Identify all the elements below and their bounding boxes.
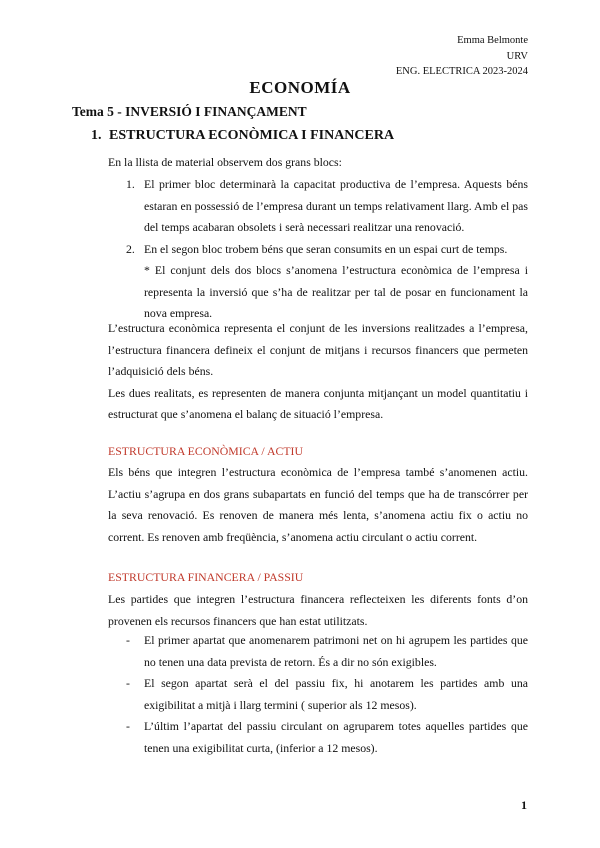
list-marker: 2. xyxy=(126,241,135,256)
intro-text: En la llista de material observem dos grans blocs: xyxy=(108,155,342,169)
list-marker: - xyxy=(126,676,130,690)
page-header xyxy=(396,33,528,80)
list-item-text: El primer apartat que anomenarem patrimoni net on hi agrupem les partides que no tenen una data prevista de retorn. És a dir no són exigibles. xyxy=(144,633,528,669)
list-item xyxy=(126,673,528,716)
paragraph: Les dues realitats, es representen de manera conjunta mitjançant un model quantitatiu i estructurat que s’anomena el balanç de situació l’empresa. xyxy=(108,385,528,421)
section-heading xyxy=(91,128,394,144)
list-item xyxy=(126,716,528,759)
section-number: 1. xyxy=(91,128,102,143)
body-paragraphs xyxy=(108,318,528,426)
list-item-text: El primer bloc determinarà la capacitat productiva de l’empresa. Aquests béns estaran en possessió de l’empresa durant un temps relativament llarg. Amb el pas del temps acabaran obsolets i serà necessari realitzar una renovació. xyxy=(144,177,528,234)
document-title: ECONOMÍA xyxy=(249,78,351,97)
header-university: URV xyxy=(506,50,528,62)
passiu-paragraph xyxy=(108,589,528,632)
paragraph: L’estructura econòmica representa el conjunt de les inversions realitzades a l’empresa, l’estructura financera defineix el conjunt de mitjans i recursos financers que permeten l’adquisició dels béns. xyxy=(108,321,528,378)
passiu-heading: ESTRUCTURA FINANCERA / PASSIU xyxy=(108,570,304,584)
actiu-paragraph xyxy=(108,462,528,548)
paragraph: Les partides que integren l’estructura financera reflecteixen les diferents fonts d’on provenen els recursos financers que han estat utilitzats. xyxy=(108,592,528,628)
list-marker: 1. xyxy=(126,177,135,191)
section-title: ESTRUCTURA ECONÒMICA I FINANCERA xyxy=(109,128,395,143)
note-text: * El conjunt dels dos blocs s’anomena l’estructura econòmica de l’empresa i representa la inversió que s’ha de realitzar per tal de posar en funcionament la nova empresa. xyxy=(144,263,528,320)
header-author: Emma Belmonte xyxy=(457,35,528,46)
actiu-heading: ESTRUCTURA ECONÒMICA / ACTIU xyxy=(108,444,303,458)
list-marker: - xyxy=(126,633,130,647)
intro-paragraph xyxy=(108,152,528,174)
paragraph: Els béns que integren l’estructura econòmica de l’empresa també s’anomenen actiu. L’actiu s’agrupa en dos grans subapartats en funció del temps que ha de transcórrer per la seva renovació. Es renoven de manera més lenta, s’anomena actiu fix o actiu no corrent. Es renoven amb freqüència, s’anomena actiu circulant o actiu corrent. xyxy=(108,465,528,544)
page-number: 1 xyxy=(521,798,527,812)
list-item xyxy=(126,630,528,673)
list-item-text: El segon apartat serà el del passiu fix, hi anotarem les partides amb una exigibilitat a mitjà i llarg termini ( superior als 12 mesos). xyxy=(144,676,528,712)
list-item xyxy=(126,239,528,261)
header-course: ENG. ELECTRICA 2023-2024 xyxy=(395,66,528,77)
tema-heading: Tema 5 - INVERSIÓ I FINANÇAMENT xyxy=(72,104,307,119)
list-item-text: L’últim l’apartat del passiu circulant on agruparem totes aquelles partides que tenen una exigibilitat curta, (inferior a 12 mesos). xyxy=(144,719,528,755)
passiu-list xyxy=(126,630,528,759)
list-item-text: En el segon bloc trobem béns que seran consumits en un espai curt de temps. xyxy=(144,241,508,256)
blocs-list xyxy=(126,174,528,325)
list-item xyxy=(126,174,528,239)
list-marker: - xyxy=(126,719,130,733)
